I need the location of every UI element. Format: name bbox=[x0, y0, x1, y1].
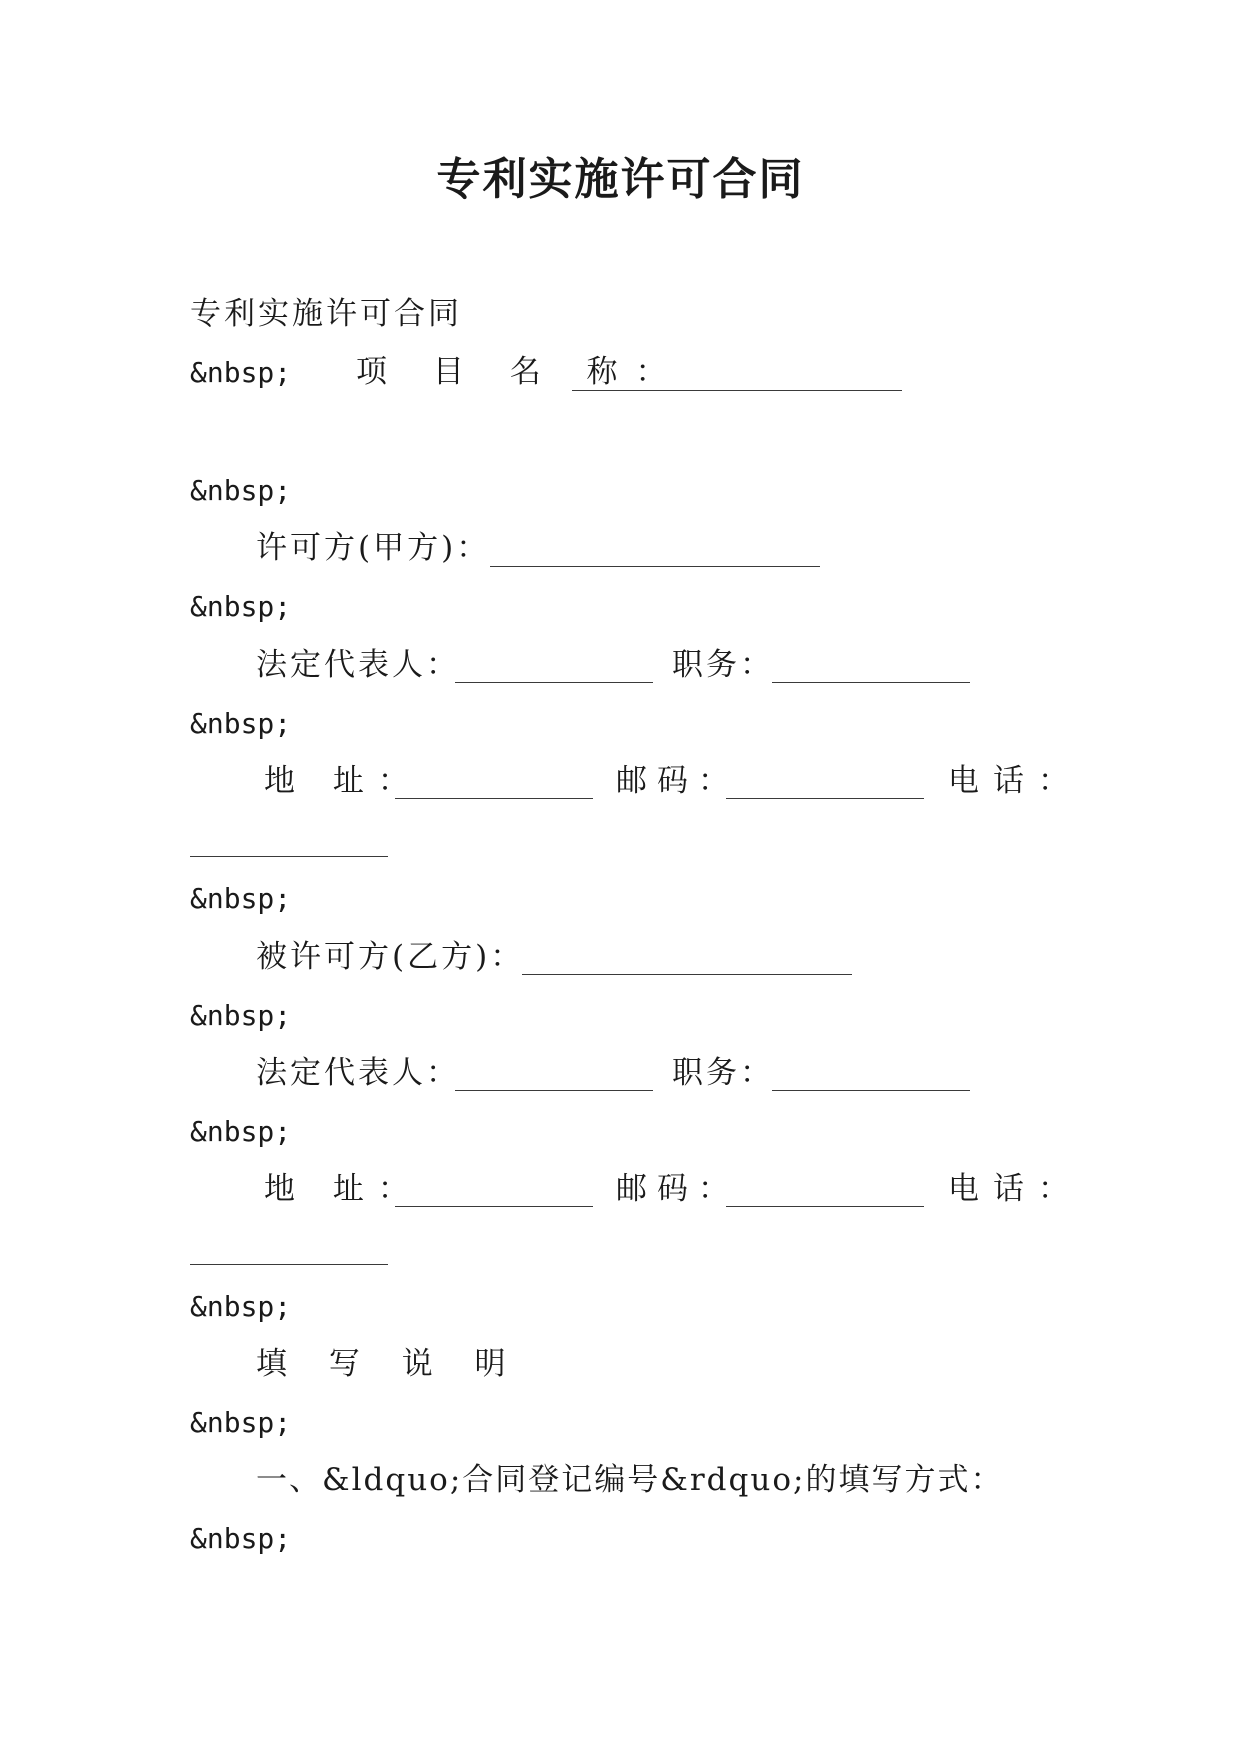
licensee-phone-label: 电话： bbox=[948, 1171, 1083, 1207]
nbsp-entity: &nbsp; bbox=[190, 1522, 292, 1555]
licensee-postcode-label: 邮码： bbox=[616, 1171, 739, 1207]
licensor-legal-rep-field[interactable] bbox=[455, 682, 653, 683]
nbsp-line bbox=[190, 1402, 291, 1443]
nbsp-entity: &nbsp; bbox=[190, 999, 292, 1032]
nbsp-entity: &nbsp; bbox=[190, 356, 292, 389]
project-name-label: 项 目 名 称： bbox=[356, 354, 685, 390]
licensee-label: 被许可方(乙方)： bbox=[256, 939, 525, 975]
nbsp-line bbox=[190, 1518, 291, 1559]
licensor-phone-field[interactable] bbox=[190, 856, 388, 857]
licensee-field[interactable] bbox=[522, 974, 852, 975]
licensee-address-label: 地 址： bbox=[264, 1171, 423, 1207]
nbsp-line bbox=[190, 1111, 291, 1152]
document-title: 专利实施许可合同 bbox=[436, 154, 805, 205]
nbsp-line bbox=[190, 586, 291, 627]
licensor-label: 许可方(甲方)： bbox=[256, 530, 491, 566]
licensor-position-field[interactable] bbox=[772, 682, 970, 683]
document-subtitle: 专利实施许可合同 bbox=[190, 296, 462, 332]
licensor-position-label: 职务： bbox=[672, 647, 774, 683]
nbsp-line bbox=[190, 703, 291, 744]
licensor-address-label: 地 址： bbox=[264, 763, 423, 799]
licensor-field[interactable] bbox=[490, 566, 820, 567]
licensor-postcode-label: 邮码： bbox=[616, 763, 739, 799]
licensor-legal-rep-label: 法定代表人： bbox=[256, 647, 460, 683]
licensee-legal-rep-field[interactable] bbox=[455, 1090, 653, 1091]
licensee-position-field[interactable] bbox=[772, 1090, 970, 1091]
licensor-phone-label: 电话： bbox=[948, 763, 1083, 799]
nbsp-entity: &nbsp; bbox=[190, 1115, 292, 1148]
nbsp-line bbox=[190, 878, 291, 919]
nbsp-entity: &nbsp; bbox=[190, 882, 292, 915]
project-name-field[interactable] bbox=[572, 390, 902, 391]
instructions-heading: 填 写 说 明 bbox=[256, 1346, 522, 1382]
instruction-item-1: 一、&ldquo;合同登记编号&rdquo;的填写方式： bbox=[256, 1462, 1004, 1498]
licensor-address-field[interactable] bbox=[395, 798, 593, 799]
nbsp-line bbox=[190, 470, 291, 511]
licensee-legal-rep-label: 法定代表人： bbox=[256, 1055, 460, 1091]
nbsp-entity: &nbsp; bbox=[190, 590, 292, 623]
licensee-position-label: 职务： bbox=[672, 1055, 774, 1091]
nbsp-entity: &nbsp; bbox=[190, 1290, 292, 1323]
licensor-postcode-field[interactable] bbox=[726, 798, 924, 799]
licensee-address-field[interactable] bbox=[395, 1206, 593, 1207]
nbsp-entity: &nbsp; bbox=[190, 474, 292, 507]
nbsp-line bbox=[190, 1286, 291, 1327]
nbsp-line bbox=[190, 995, 291, 1036]
licensee-phone-field[interactable] bbox=[190, 1264, 388, 1265]
nbsp-entity: &nbsp; bbox=[190, 1406, 292, 1439]
nbsp-entity: &nbsp; bbox=[190, 707, 292, 740]
project-name-row bbox=[190, 352, 291, 393]
licensee-postcode-field[interactable] bbox=[726, 1206, 924, 1207]
